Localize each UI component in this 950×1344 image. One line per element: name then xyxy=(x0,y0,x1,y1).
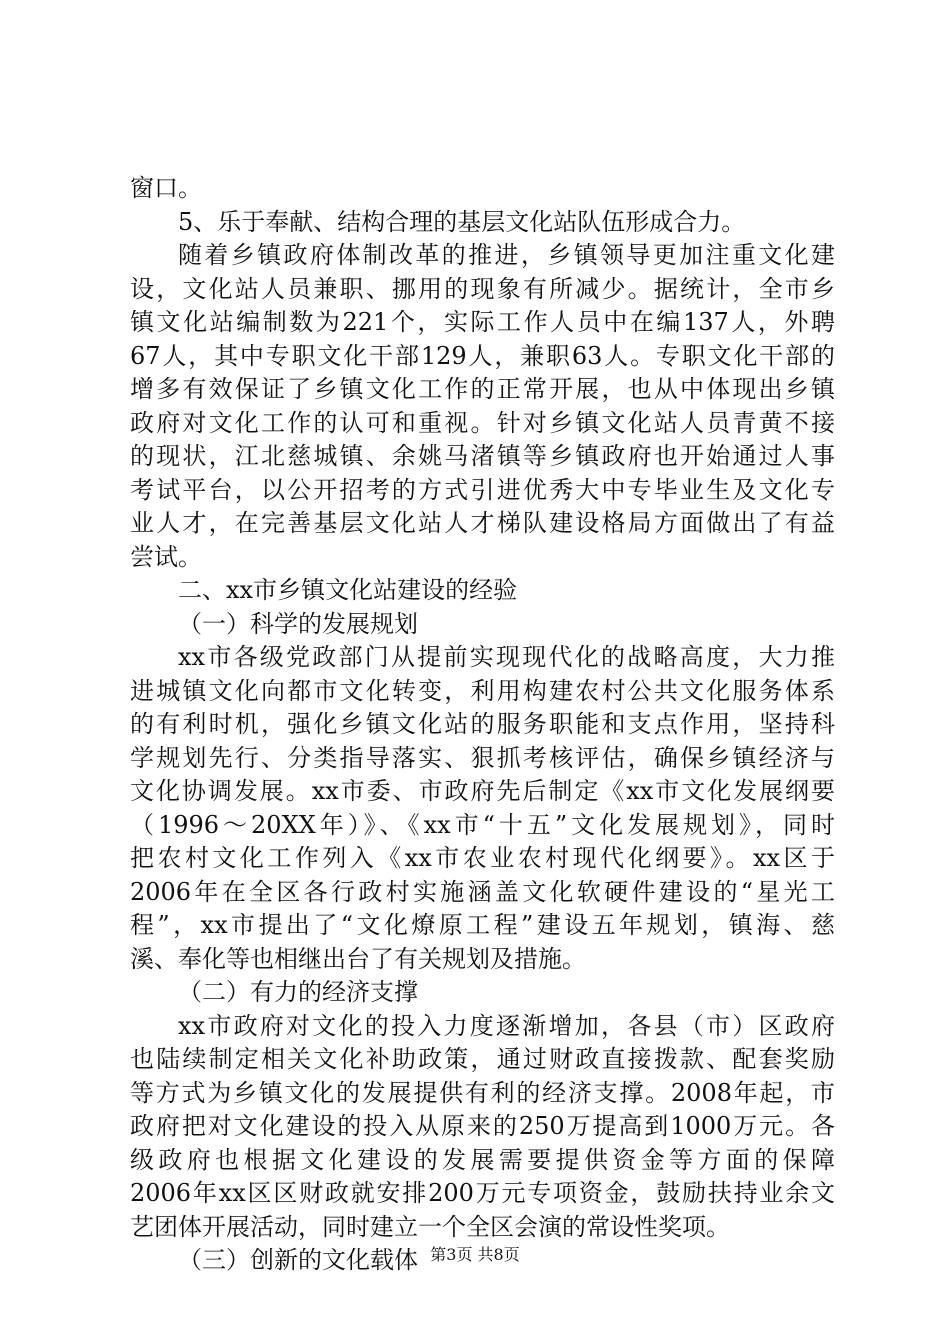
document-body xyxy=(130,172,835,1278)
text-line: 2006年xx区区财政就安排200万元专项资金，鼓励扶持业余文 xyxy=(130,1179,835,1207)
text-line: 尝试。 xyxy=(130,542,202,571)
text-line: 进城镇文化向都市文化转变，利用构建农村公共文化服务体系 xyxy=(130,676,835,705)
text-line: 溪、奉化等也相继出台了有关规划及措施。 xyxy=(130,944,586,973)
text-line: 窗口。 xyxy=(130,174,202,202)
text-line: 5、乐于奉献、结构合理的基层文化站队伍形成合力。 xyxy=(178,207,746,236)
text-line: 的现状，江北慈城镇、余姚马渚镇等乡镇政府也开始通过人事 xyxy=(130,442,835,470)
text-line: 业人才，在完善基层文化站人才梯队建设格局方面做出了有益 xyxy=(130,509,835,537)
text-line: 等方式为乡镇文化的发展提供有利的经济支撑。2008年起，市 xyxy=(130,1078,835,1107)
text-line: 级政府也根据文化建设的发展需要提供资金等方面的保障 xyxy=(130,1145,835,1174)
text-line: （1996～20XX年）》、《xx市“十五”文化发展规划》，同时 xyxy=(130,810,835,839)
text-line: 的有利时机，强化乡镇文化站的服务职能和支点作用，坚持科 xyxy=(130,710,835,738)
text-line: （一）科学的发展规划 xyxy=(178,609,418,638)
text-line: （二）有力的经济支撑 xyxy=(178,978,418,1006)
text-line: 设，文化站人员兼职、挪用的现象有所减少。据统计，全市乡 xyxy=(130,274,835,303)
text-line: 镇文化站编制数为221个，实际工作人员中在编137人，外聘 xyxy=(130,308,835,336)
text-line: 2006年在全区各行政村实施涵盖文化软硬件建设的“星光工 xyxy=(130,877,835,906)
text-line: xx市各级党政部门从提前实现现代化的战略高度，大力推 xyxy=(178,643,835,671)
text-line: 艺团体开展活动，同时建立一个全区会演的常设性奖项。 xyxy=(130,1212,730,1241)
text-line: （三）创新的文化载体 xyxy=(178,1246,418,1274)
text-line: 程”，xx市提出了“文化燎原工程”建设五年规划，镇海、慈 xyxy=(130,911,835,939)
text-line: 考试平台，以公开招考的方式引进优秀大中专毕业生及文化专 xyxy=(130,475,835,504)
text-line: 67人，其中专职文化干部129人，兼职63人。专职文化干部的 xyxy=(130,341,835,370)
text-line: 文化协调发展。xx市委、市政府先后制定《xx市文化发展纲要 xyxy=(130,777,835,805)
text-line: xx市政府对文化的投入力度逐渐增加，各县（市）区政府 xyxy=(178,1011,835,1040)
page-footer: 第3页 共8页 xyxy=(430,1245,520,1264)
text-line: 二、xx市乡镇文化站建设的经验 xyxy=(178,576,518,604)
text-line: 政府把对文化建设的投入从原来的250万提高到1000万元。各 xyxy=(130,1112,835,1140)
text-line: 政府对文化工作的认可和重视。针对乡镇文化站人员青黄不接 xyxy=(130,408,835,437)
text-line: 随着乡镇政府体制改革的推进，乡镇领导更加注重文化建 xyxy=(178,241,835,269)
text-line: 把农村文化工作列入《xx市农业农村现代化纲要》。xx区于 xyxy=(130,844,835,872)
text-line: 学规划先行、分类指导落实、狠抓考核评估，确保乡镇经济与 xyxy=(130,743,835,772)
text-line: 也陆续制定相关文化补助政策，通过财政直接拨款、配套奖励 xyxy=(130,1045,835,1073)
text-line: 增多有效保证了乡镇文化工作的正常开展，也从中体现出乡镇 xyxy=(130,375,835,403)
